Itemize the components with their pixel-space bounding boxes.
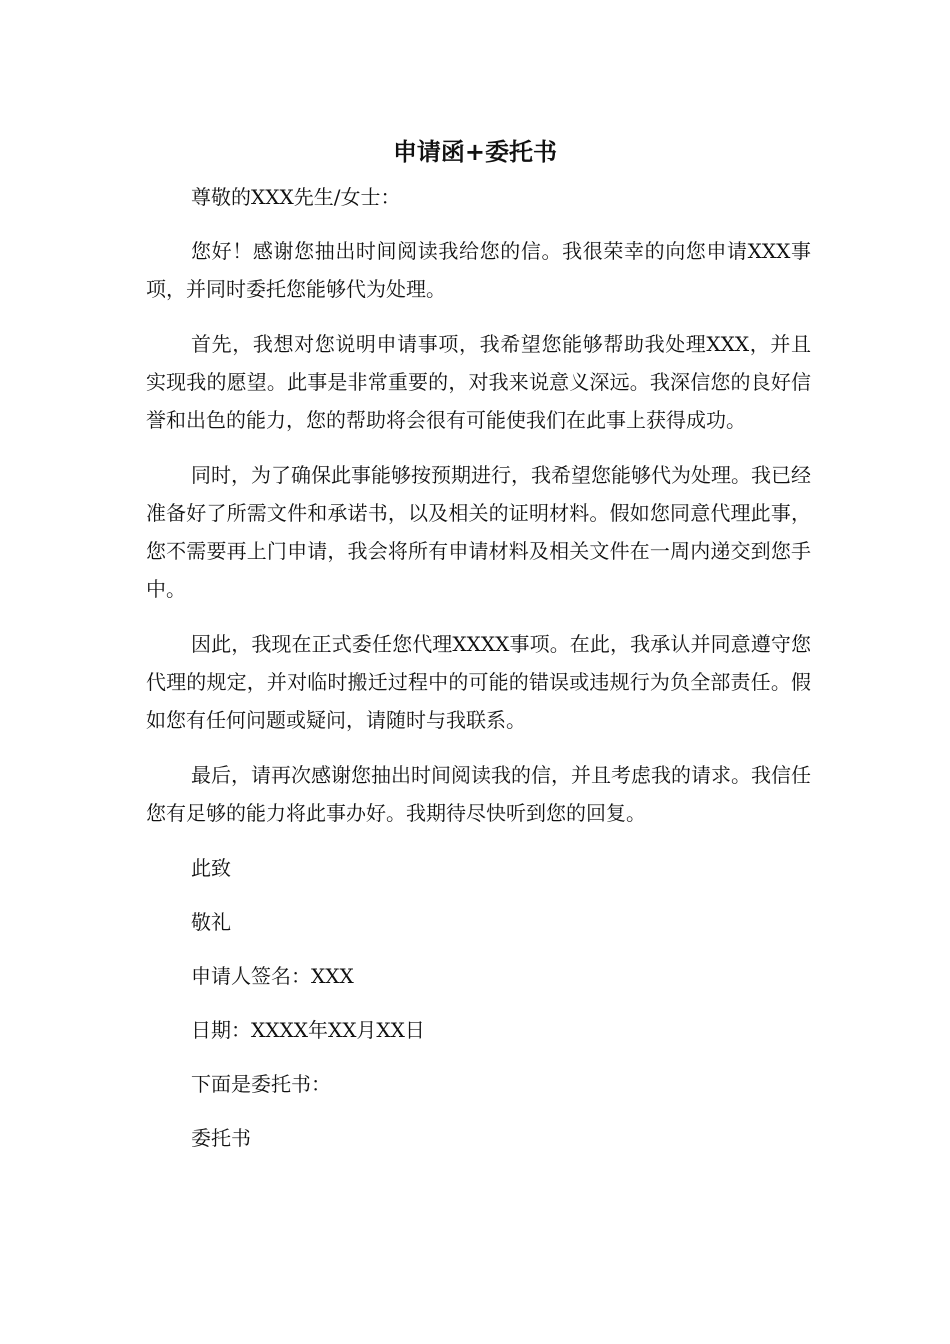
- section-title: 委托书: [191, 1126, 251, 1150]
- paragraph-closing: 最后，请再次感谢您抽出时间阅读我的信，并且考虑我的请求。我信任您有足够的能力将此事办好。我期待尽快听到您的回复。: [146, 763, 811, 825]
- document-title: 申请函+委托书: [392, 138, 558, 166]
- closing-cizhi: 此致: [191, 856, 231, 880]
- closing-jingli: 敬礼: [191, 910, 231, 934]
- date-line: 日期：XXXX年XX月XX日: [191, 1018, 425, 1042]
- paragraph-appointment: 因此，我现在正式委任您代理XXXX事项。在此，我承认并同意遵守您代理的规定，并对临时搬迁过程中的可能的错误或违规行为负全部责任。假如您有任何问题或疑问，请随时与我联系。: [146, 632, 811, 732]
- salutation: 尊敬的XXX先生/女士：: [191, 185, 401, 209]
- paragraph-request: 首先，我想对您说明申请事项，我希望您能够帮助我处理XXX，并且实现我的愿望。此事是非常重要的，对我来说意义深远。我深信您的良好信誉和出色的能力，您的帮助将会很有可能使我们在此事上获得成功。: [146, 332, 811, 432]
- signature-line: 申请人签名：XXX: [191, 964, 354, 988]
- transition-line: 下面是委托书：: [191, 1072, 331, 1096]
- paragraph-greeting: 您好！感谢您抽出时间阅读我给您的信。我很荣幸的向您申请XXX事项，并同时委托您能够代为处理。: [146, 239, 811, 301]
- letter-body: [146, 178, 811, 1173]
- paragraph-arrangement: 同时，为了确保此事能够按预期进行，我希望您能够代为处理。我已经准备好了所需文件和承诺书，以及相关的证明材料。假如您同意代理此事，您不需要再上门申请，我会将所有申请材料及相关文件在一周内递交到您手中。: [146, 463, 811, 601]
